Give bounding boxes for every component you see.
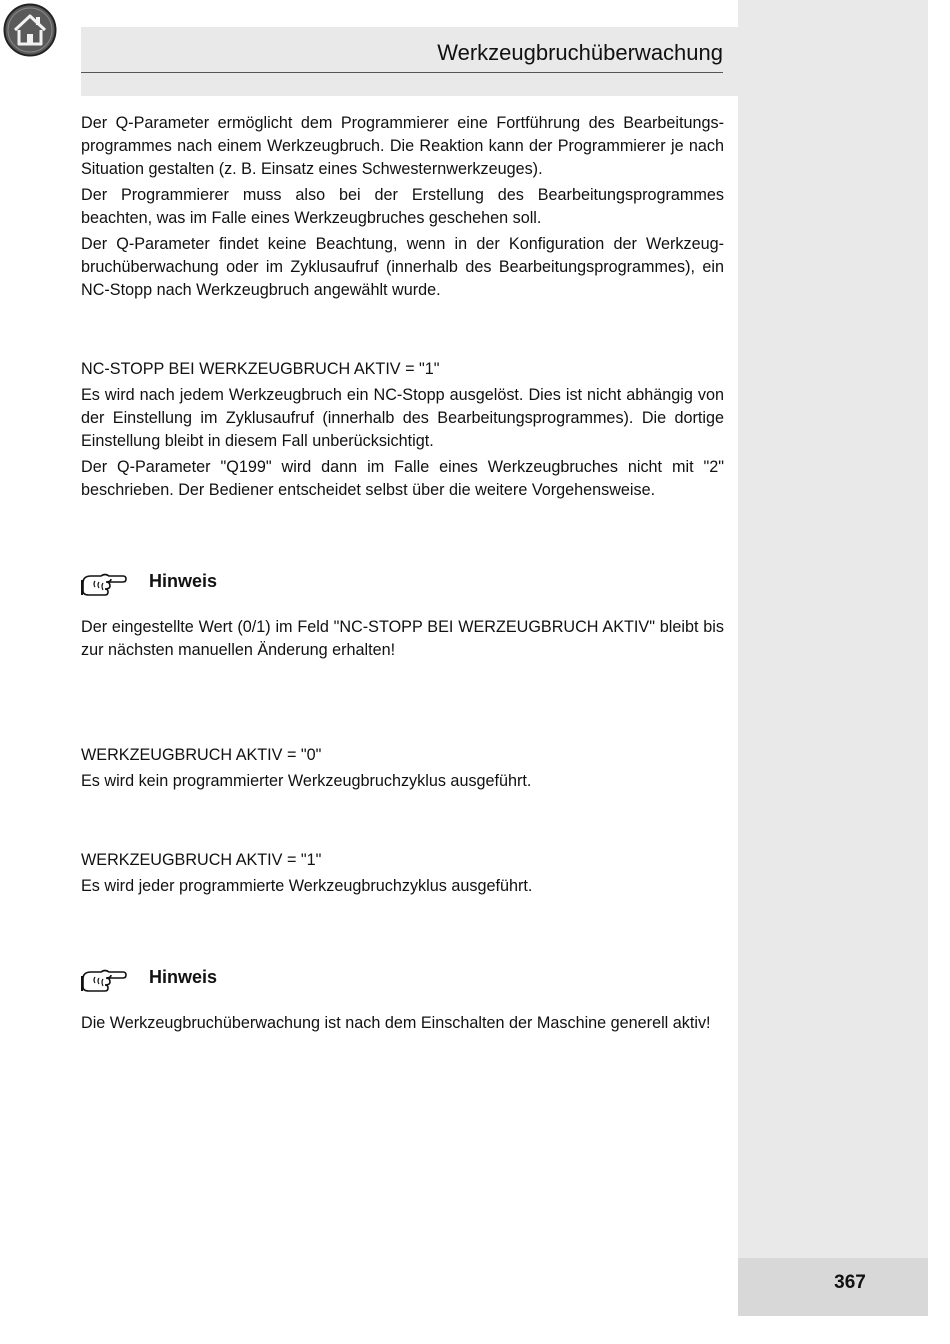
pointing-hand-icon: [81, 571, 127, 597]
intro-paragraph: Der Q-Parameter findet keine Beachtung, wenn in der Konfiguration der Werkzeug-bruchüberwachung oder im Zyklusaufruf (innerhalb des Bearbeitungsprogrammes), ein NC-Stopp nach Werkzeugbruch angewählt wurde.: [81, 235, 724, 299]
intro-paragraph: Der Programmierer muss also bei der Erstellung des Bearbeitungsprogrammes beachten, was im Falle eines Werkzeugbruches geschehen soll.: [81, 186, 724, 227]
hint-text-block: [81, 616, 724, 665]
aktiv-0-section: [81, 744, 724, 796]
page-title: Werkzeugbruchüberwachung: [437, 40, 723, 65]
section-paragraph: Der Q-Parameter "Q199" wird dann im Falle eines Werkzeugbruches nicht mit "2" beschrieben. Der Bediener entscheidet selbst über die weitere Vorgehensweise.: [81, 458, 724, 499]
section-paragraph: Es wird jeder programmierte Werkzeugbruchzyklus ausgeführt.: [81, 877, 533, 895]
intro-paragraph: Der Q-Parameter ermöglicht dem Programmierer eine Fortführung des Bearbeitungs-programmes nach einem Werkzeugbruch. Die Reaktion kann der Programmierer je nach Situation gestalten (z. B. Einsatz eines Schwesternwerkzeuges).: [81, 114, 724, 178]
section-heading: WERKZEUGBRUCH AKTIV = "1": [81, 851, 322, 869]
section-paragraph: Es wird nach jedem Werkzeugbruch ein NC-Stopp ausgelöst. Dies ist nicht abhängig von der Einstellung im Zyklusaufruf (innerhalb des Bearbeitungsprogrammes). Die dortige Einstellung bleibt in diesem Fall unberücksichtigt.: [81, 386, 724, 450]
section-paragraph: Es wird kein programmierter Werkzeugbruchzyklus ausgeführt.: [81, 772, 532, 790]
hint-header: [81, 967, 724, 997]
aktiv-1-section: [81, 849, 724, 901]
header-divider: [81, 72, 723, 73]
section-heading: WERKZEUGBRUCH AKTIV = "0": [81, 746, 322, 764]
home-icon: [3, 3, 57, 57]
hint-label: Hinweis: [149, 967, 218, 987]
section-heading: NC-STOPP BEI WERKZEUGBRUCH AKTIV = "1": [81, 360, 440, 378]
home-button[interactable]: [3, 3, 57, 57]
hint-label: Hinweis: [149, 571, 218, 591]
nc-stop-section: [81, 358, 724, 505]
page-number: 367: [834, 1272, 866, 1293]
intro-section: [81, 112, 724, 305]
pointing-hand-icon: [81, 967, 127, 993]
hint-header: [81, 571, 724, 601]
hint-text: Der eingestellte Wert (0/1) im Feld "NC-STOPP BEI WERZEUGBRUCH AKTIV" bleibt bis zur nächsten manuellen Änderung erhalten!: [81, 618, 724, 659]
hint-text: Die Werkzeugbruchüberwachung ist nach dem Einschalten der Maschine generell aktiv!: [81, 1014, 711, 1032]
right-margin-band: [738, 0, 928, 1316]
hint-text-block: [81, 1012, 724, 1038]
